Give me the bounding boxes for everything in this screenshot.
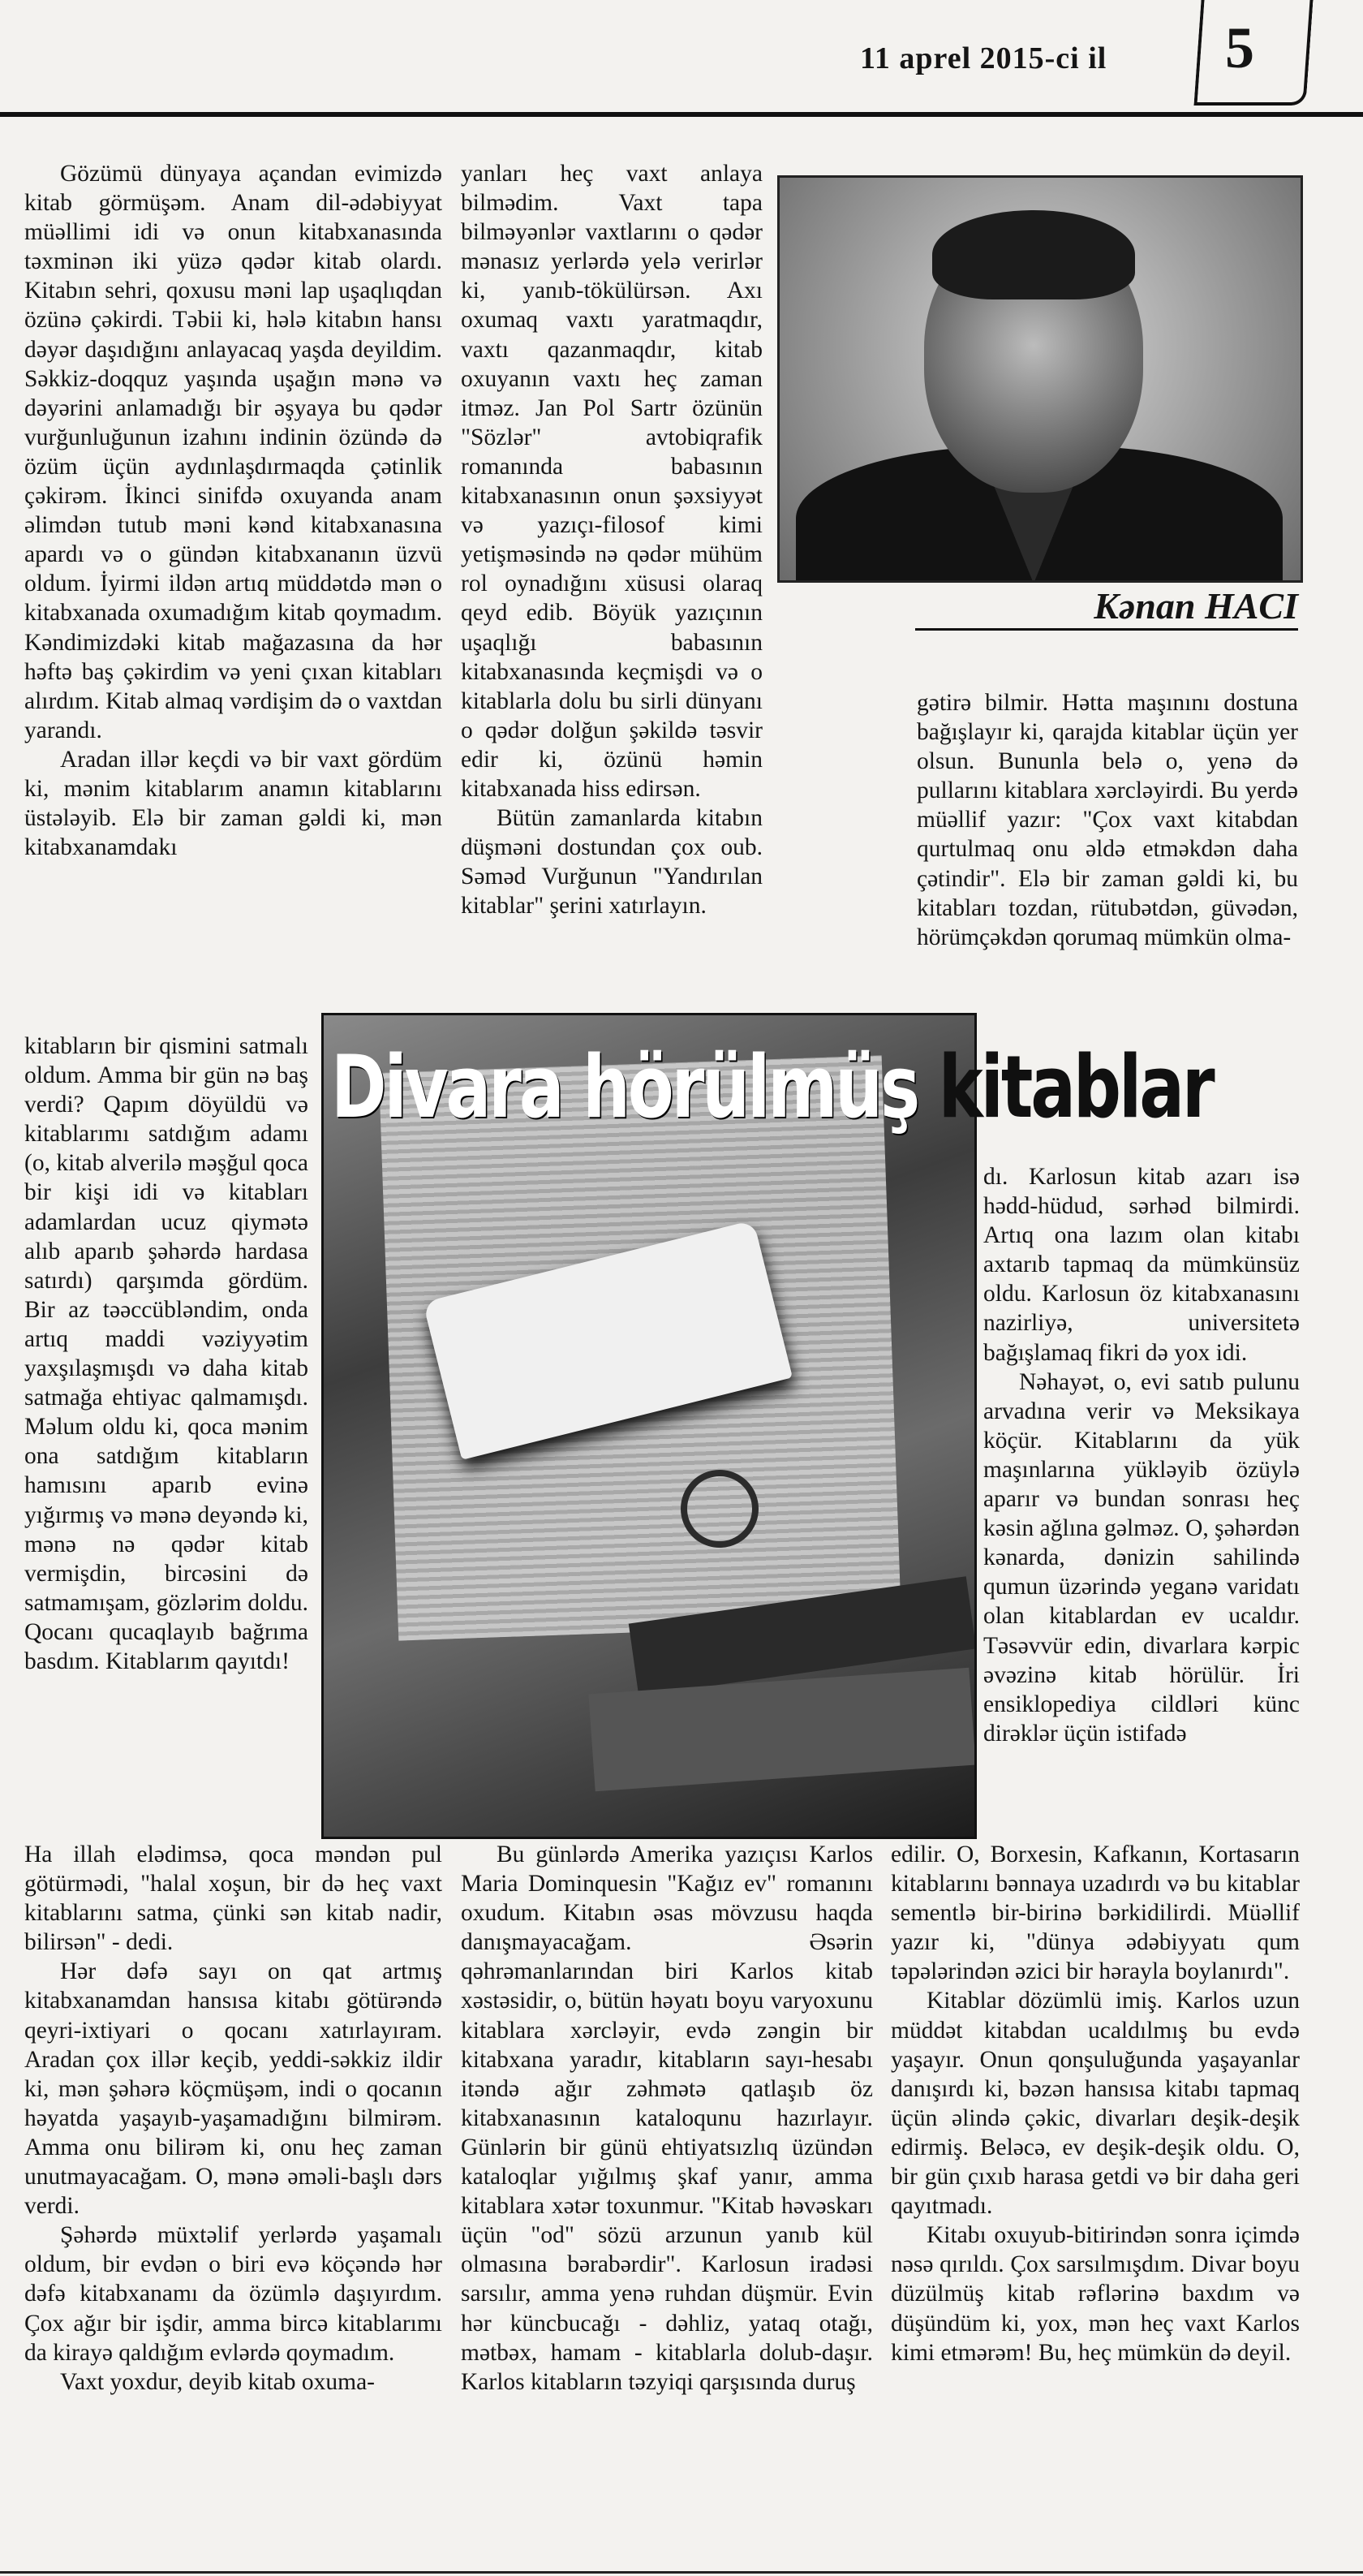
paragraph: kitabların bir qismini satmalı oldum. Amma bir gün nə baş verdi? Qapım döyüldü və kitablarımı satdığım adamı (o, kitab alverilə məşğul qoca bir kişi idi və kitabları adamlardan ucuz qiymətə alıb aparıb şəhərdə hardasa satırdı) qarşımda gördüm. Bir az təəccübləndim, onda artıq maddi vəziyyətim yaxşılaşmışdı və daha kitab satmağa ehtiyac qalmamışdı. Məlum oldu ki, qoca mənim ona satdığım kitabların hamısını aparıb evinə yığırmış və mənə deyəndə ki, mənə nə qədər kitab vermişdin, bircəsini də satmamışam, gözlərim doldu. Qocanı qucaqlayıb bağrıma basdım. Kitablarım qayıtdı! bbox=[24, 1033, 308, 1674]
paragraph: edilir. O, Borxesin, Kafkanın, Kortasarın kitablarını bənnaya uzadırdı və bu kitablar sementlə bir-birinə bərkidilirdi. Müəllif yazır ki, "dünya ədəbiyyatı qum təpələrindən əzici bir hərayla boylanırdı". bbox=[891, 1842, 1300, 1985]
headline bbox=[331, 1037, 1213, 1137]
paragraph: Ha illah elədimsə, qoca məndən pul götürmədi, "halal xoşun, bir də heç vaxt kitablarını satma, çünki sən kitab nadir, bilirsən" - dedi. bbox=[24, 1842, 442, 1956]
paragraph: Vaxt yoxdur, deyib kitab oxuma- bbox=[60, 2368, 375, 2395]
headline-part-1: Divara hörülmüş bbox=[331, 1037, 918, 1137]
column-1-narrow bbox=[24, 1032, 308, 1676]
paragraph: Bütün zamanlarda kitabın düşməni dostundan çox oub. Səməd Vurğunun "Yandırılan kitablar" şerini xatırlayın. bbox=[461, 805, 763, 920]
issue-date: 11 aprel 2015-ci il bbox=[860, 41, 1107, 75]
paragraph: Hər dəfə sayı on qat artmış kitabxanamdan hansısa kitabı götürəndə qeyri-ixtiyari o qocanı xatırlayıram. Aradan çox illər keçib, yeddi-səkkiz ildir ki, mən şəhərə köçmüşəm, indi o qocanın həyatda yaşayıb-yaşamadığını bilmirəm. Amma onu bilirəm ki, onu heç zaman unutmayacağam. O, mənə əməli-başlı dərs verdi. bbox=[24, 1958, 442, 2220]
column-1-top bbox=[24, 159, 442, 862]
author-byline: Kənan HACI bbox=[1094, 585, 1298, 627]
column-1-bottom bbox=[24, 1840, 442, 2397]
footer-rule bbox=[0, 2571, 1363, 2574]
paragraph: yanları heç vaxt anlaya bilmədim. Vaxt tapa bilməyənlər vaxtlarını o qədər mənasız yerlərdə yelə verirlər ki, yanıb-tökülürsən. Axı oxumaq vaxtı yaratmaqdır, vaxtı qazanmaqdır, kitab oxuyanın vaxtı heç zaman itməz. Jan Pol Sartr özünün "Sözlər" avtobiqrafik romanında babasının kitabxanasının onun şəxsiyyət və yazıçı-filosof kimi yetişməsində nə qədər mühüm rol oynadığını xüsusi olaraq qeyd edib. Böyük yazıçının uşaqlığı babasının kitabxanasında keçmişdi və o kitablarla dolu bu sirli dünyanı o qədər dolğun şəkildə təsvir edir ki, özünü həmin kitabxanada hiss edirsən. bbox=[461, 161, 763, 802]
paragraph: Aradan illər keçdi və bir vaxt gördüm ki, mənim kitablarım anamın kitablarını üstələyib. Elə bir zaman gəldi ki, mən kitabxanamdakı bbox=[24, 746, 442, 861]
column-3-narrow bbox=[983, 1162, 1300, 1748]
page-number: 5 bbox=[1225, 15, 1254, 80]
paragraph: Nəhayət, o, evi satıb pulunu arvadına verir və Meksikaya köçür. Kitablarını da yük maşınlarına yükləyib özüylə aparır və bundan sonrası heç kəsin ağlına gəlməz. O, şəhərdən kənarda, dənizin sahilində qumun üzərində yeganə varidatı olan kitablardan ev ucaldır. Təsəvvür edin, divarlara kərpic əvəzinə kitab hörülür. İri ensiklopediya cildləri künc dirəklər üçün istifadə bbox=[983, 1368, 1300, 1747]
paragraph: Bu günlərdə Amerika yazıçısı Karlos Maria Dominquesin "Kağız ev" romanını oxudum. Kitabın əsas mövzusu haqda danışmayacağam. Əsərin qəhrəmanlarından biri Karlos kitab xəstəsidir, o, bütün həyatı boyu varyoxunu kitablara xərcləyir, evdə zəngin bir kitabxana yaradır, kitabların sayı-hesabı itəndə ağır zəhmətə qatlaşıb öz kitabxanasının kataloqunu hazırlayır. Günlərin bir günü ehtiyatsızlıq üzündən kataloqlar yığılmış şkaf yanır, amma kitablara xətər toxunmur. "Kitab həvəskarı üçün "od" sözü arzunun yanıb kül olmasına bərabərdir". Karlosun iradəsi sarsılır, amma yenə ruhdan düşmür. Evin hər küncbucağı - dəhliz, yataq otağı, mətbəx, hamam - kitablarla dolub-daşır. Karlos kitabların təzyiqi qarşısında duruş bbox=[461, 1842, 873, 2395]
paragraph: Kitabı oxuyub-bitirindən sonra içimdə nəsə qırıldı. Çox sarsılmışdım. Divar boyu düzülmüş kitab rəflərinə baxdım və düşündüm ki, yox, mən heç vaxt Karlos kimi etmərəm! Bu, heç mümkün də deyil. bbox=[891, 2222, 1300, 2366]
paragraph: Şəhərdə müxtəlif yerlərdə yaşamalı oldum, bir evdən o biri evə köçəndə hər dəfə kitabxanamı da özümlə daşıyırdım. Çox ağır bir işdir, amma bircə kitablarımı da kirayə qaldığım evlərdə qoymadım. bbox=[24, 2222, 442, 2366]
byline-rule bbox=[915, 628, 1298, 631]
author-photo bbox=[777, 175, 1303, 583]
column-3-bottom bbox=[891, 1840, 1300, 2367]
paragraph: gətirə bilmir. Hətta maşınını dostuna bağışlayır ki, qarajda kitablar üçün yer olsun. Bununla belə o, yenə də pullarını kitablara xərcləyirdi. Bu yerdə müəllif yazır: "Çox vaxt kitabdan qurtulmaq onu əldə etməkdən daha çətindir". Elə bir zaman gəldi ki, bu kitabları tozdan, rütubətdən, güvədən, hörümçəkdən qorumaq mümkün olma- bbox=[917, 690, 1298, 950]
column-2-top bbox=[461, 159, 763, 920]
paragraph: Kitablar dözümlü imiş. Karlos uzun müddət kitabdan ucaldılmış bu evdə yaşayır. Onun qonşuluğunda yaşayanlar danışırdı ki, bəzən hansısa kitabı tapmaq üçün əlində çəkic, divarları deşik-deşik edirmiş. Beləcə, ev deşik-deşik oldu. O, bir gün çıxıb harasa getdi və bir daha geri qayıtmadı. bbox=[891, 1988, 1300, 2220]
column-2-bottom bbox=[461, 1840, 873, 2397]
header-rule bbox=[0, 112, 1363, 117]
paragraph: dı. Karlosun kitab azarı isə hədd-hüdud, sərhəd bilmirdi. Artıq ona lazım olan kitabı axtarıb tapmaq da mümkünsüz oldu. Karlosun öz kitabxanasını nazirliyə, universitetə bağışlamaq fikri də yox idi. bbox=[983, 1164, 1300, 1366]
headline-part-2: kitablar bbox=[938, 1037, 1213, 1137]
column-3-top bbox=[917, 688, 1298, 952]
paragraph: Gözümü dünyaya açandan evimizdə kitab görmüşəm. Anam dil-ədəbiyyat müəllimi idi və onun kitabxanasında təxminən iki yüzə qədər kitab olardı. Kitabın sehri, qoxusu məni lap uşaqlıqdan özünə çəkirdi. Təbii ki, hələ kitabın hansı dəyər daşıdığını anlayacaq yaşda deyildim. Səkkiz-doqquz yaşında uşağın mənə və dəyərini anlamadığı bir əşyaya bu qədər vurğunluğunun izahını indinin özündə də özüm üçün aydınlaşdırmaqda çətinlik çəkirəm. İkinci sinifdə oxuyanda anam əlimdən tutub məni kənd kitabxanasına apardı və o gündən kitabxananın üzvü oldum. İyirmi ildən artıq müddətdə mən o kitabxanada oxumadığım kitab qoymadım. Kəndimizdəki kitab mağazasına da hər həftə baş çəkirdim və yeni çıxan kitabları alırdım. Kitab almaq vərdişim də o vaxtdan yarandı. bbox=[24, 161, 442, 743]
